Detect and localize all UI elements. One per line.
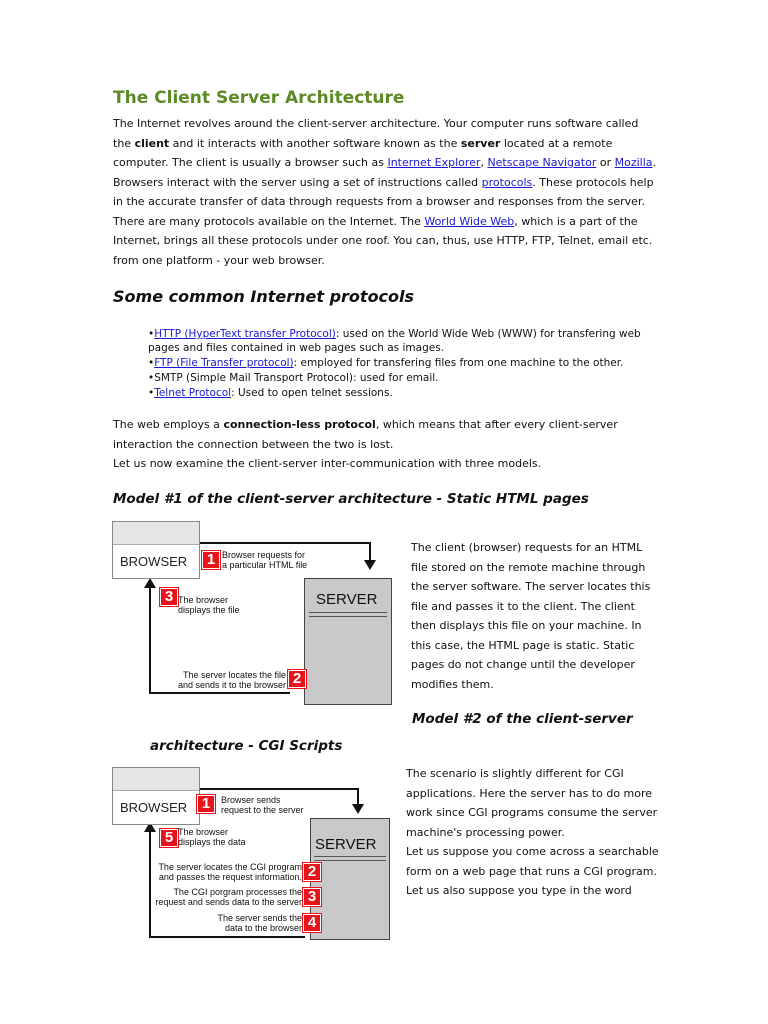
link-telnet[interactable]: Telnet Protocol: [154, 387, 232, 399]
page-title: The Client Server Architecture: [113, 88, 405, 108]
step-badge-3: 3: [160, 588, 178, 606]
step-text-5: The browser displays the data: [178, 827, 246, 847]
intro-text-5: . These protocols help in the accurate transfer of data through requests from a browser and responses from the server. There are many protocols available on the Internet. The: [113, 175, 654, 228]
server-tower: [310, 818, 390, 940]
step-text-2: The server locates the CGI program and passes the request information.: [158, 862, 302, 882]
link-internet-explorer[interactable]: Internet Explorer: [387, 156, 481, 169]
protocol-desc: : used on the World Wide Web (WWW) for transfering web pages and files contained in web pages such as images.: [148, 328, 641, 354]
list-item: •HTTP (HyperText transfer Protocol): used on the World Wide Web (WWW) for transfering web pages and files contained in web pages such as images.: [148, 328, 641, 354]
protocols-heading: Some common Internet protocols: [113, 287, 415, 306]
connless-text-3: Let us now examine the client-server inter-communication with three models.: [113, 457, 542, 470]
intro-paragraph: [113, 114, 658, 270]
server-divider: [314, 856, 386, 861]
model1-diagram: [110, 518, 400, 710]
protocol-list: [148, 327, 653, 401]
step-badge-2: 2: [303, 863, 321, 881]
intro-client: client: [134, 136, 170, 150]
server-label: SERVER: [315, 836, 377, 853]
step-badge-2: 2: [288, 670, 306, 688]
connless-text-1: The web employs a: [113, 418, 224, 431]
protocol-desc: : Used to open telnet sessions.: [231, 387, 393, 399]
list-item: •FTP (File Transfer protocol): employed for transfering files from one machine to the other.: [148, 357, 624, 369]
step-text-1: Browser sends request to the server: [221, 795, 304, 815]
browser-window: [112, 521, 200, 579]
model1-heading: Model #1 of the client-server architecture - Static HTML pages: [113, 491, 589, 507]
model2-heading-part1: Model #2 of the client-server: [412, 711, 633, 727]
model2-description: [406, 764, 661, 901]
step-text-3: The browser displays the file: [178, 595, 240, 615]
link-ftp[interactable]: FTP (File Transfer protocol): [154, 357, 294, 369]
model2-desc-2: Let us suppose you come across a searchable form on a web page that runs a CGI program. Let us also suppose you type in the word: [406, 845, 659, 897]
server-label: SERVER: [316, 591, 378, 608]
step-text-2: The server locates the file and sends it to the browser: [177, 670, 286, 690]
browser-window: [112, 767, 200, 825]
model2-heading-part2: architecture - CGI Scripts: [150, 738, 343, 754]
intro-text-3: located at a remote computer. The client is usually a browser such as: [113, 136, 613, 169]
server-tower: [304, 578, 392, 705]
browser-label: BROWSER: [120, 800, 188, 815]
step-badge-1: 1: [197, 795, 215, 813]
intro-sep-1: ,: [480, 156, 488, 169]
model2-diagram: [110, 762, 400, 942]
link-mozilla[interactable]: Mozilla: [614, 156, 653, 169]
connless-text-2: , which means that after every client-server interaction the connection between the two is lost.: [113, 418, 618, 451]
browser-toolbar: [113, 522, 199, 545]
link-world-wide-web[interactable]: World Wide Web: [424, 214, 515, 228]
step-badge-4: 4: [303, 914, 321, 932]
list-item: •Telnet Protocol: Used to open telnet sessions.: [148, 387, 393, 399]
link-http[interactable]: HTTP (HyperText transfer Protocol): [154, 328, 336, 340]
intro-text-2: and it interacts with another software known as the: [169, 136, 461, 150]
server-divider: [309, 612, 387, 617]
browser-toolbar: [113, 768, 199, 791]
step-badge-1: 1: [202, 551, 220, 569]
connectionless-paragraph: [113, 415, 658, 474]
protocol-desc: : employed for transfering files from one machine to the other.: [293, 357, 624, 369]
intro-text-1: The Internet revolves around the client-server architecture. Your computer runs software called the: [113, 117, 639, 150]
step-badge-5: 5: [160, 829, 178, 847]
protocol-desc: SMTP (Simple Mail Transport Protocol): used for email.: [154, 372, 439, 384]
intro-text-4: . Browsers interact with the server using a set of instructions called: [113, 156, 656, 189]
intro-sep-2: or: [596, 156, 615, 169]
step-text-1: Browser requests for a particular HTML file: [222, 550, 308, 570]
link-netscape-navigator[interactable]: Netscape Navigator: [487, 156, 597, 169]
step-text-4: The server sends the data to the browser: [217, 913, 302, 933]
step-text-3: The CGI porgram processes the request and sends data to the server: [155, 887, 302, 907]
list-item: •SMTP (Simple Mail Transport Protocol): used for email.: [148, 372, 439, 384]
intro-text-6: , which is a part of the Internet, brings all these protocols under one roof. You can, thus, use HTTP, FTP, Telnet, email etc. from one platform - your web browser.: [113, 214, 653, 267]
model1-description: The client (browser) requests for an HTML file stored on the remote machine through the server software. The server locates this file and passes it to the client. The client then displays this file on your machine. In this case, the HTML page is static. Static pages do not change until the developer modifies them.: [411, 541, 651, 691]
connless-bold: connection-less protocol: [223, 418, 376, 431]
link-protocols[interactable]: protocols: [481, 175, 533, 189]
intro-server: server: [460, 136, 501, 150]
model2-desc-1: The scenario is slightly different for CGI applications. Here the server has to do more work since CGI programs consume the server machine's processing power.: [406, 767, 658, 839]
step-badge-3: 3: [303, 888, 321, 906]
browser-label: BROWSER: [120, 554, 188, 569]
